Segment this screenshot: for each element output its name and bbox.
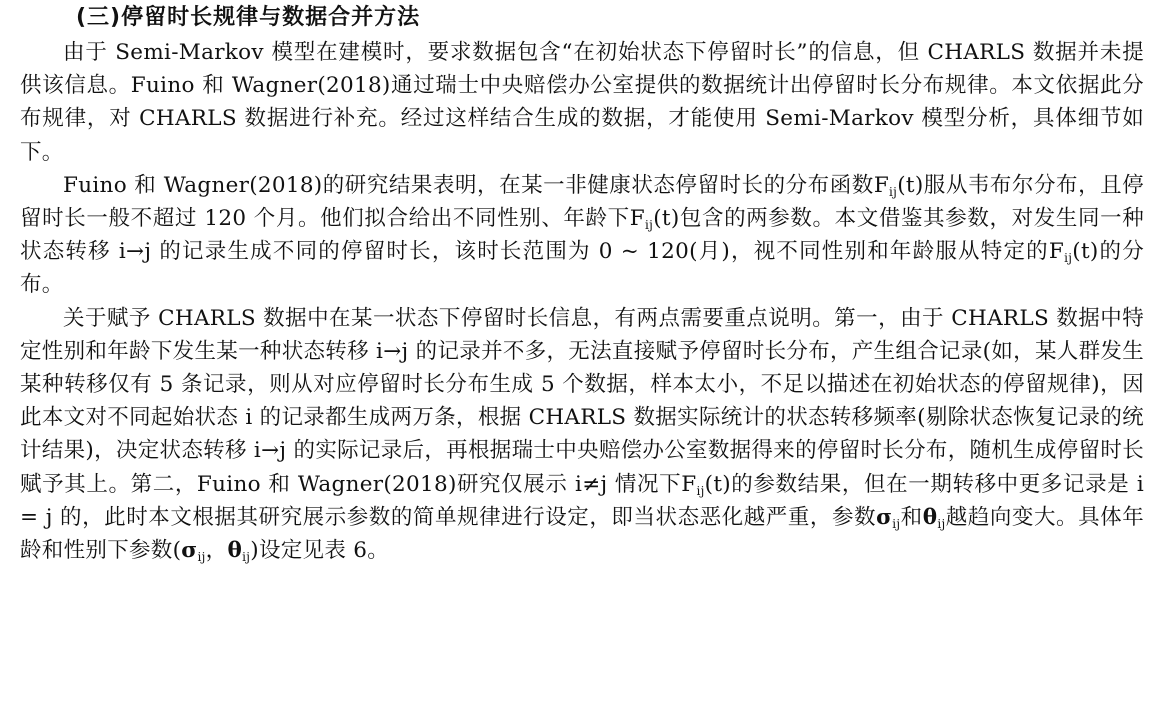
formula-f-ij: $F_{ij}(t)$ xyxy=(1048,239,1099,266)
p3-comma: ， xyxy=(205,538,228,564)
document-page xyxy=(20,0,1144,567)
p3-text-1: 关于赋予 CHARLS 数据中在某一状态下停留时长信息，有两点需要重点说明。第一，由于 CHARLS 数据中特定性别和年龄下发生某一种状态转移 i→j 的记录并不多，无法直接赋予停留时长分布，产生组合记录(如，某人群发生某种转移仅有 5 条记录，则从对应停留时长分布生成 5 个数据，样本太小，不足以描述在初始状态的停留规律)，因此本文对不同起始状态 i 的记录都生成两万条，根据 CHARLS 数据实际统计的状态转移频率(剔除状态恢复记录的统计结果)，决定状态转移 i→j 的实际记录后，再根据瑞士中央赔偿办公室数据得来的停留时长分布，随机生成停留时长赋予其上。第二，Fuino 和 Wagner(2018)研究仅展示 i≠j 情况下 xyxy=(20,305,1144,497)
p3-and: 和 xyxy=(900,504,923,530)
p2-text-2: 服从韦布尔分布，且停留时长一般不超过 120 个月。他们拟合给出不同性别、年龄下 xyxy=(20,172,1144,232)
paragraph-3 xyxy=(20,302,1144,568)
formula-f-ij: $F_{ij}(t)$ xyxy=(629,206,680,233)
symbol-sigma-ij: $\sigma_{ij}$ xyxy=(876,504,901,532)
p3-text-3: 越趋向变大。具体年龄和性别下参数( xyxy=(20,504,1145,564)
p2-text-1: Fuino 和 Wagner(2018)的研究结果表明，在某一非健康状态停留时长的分布函数 xyxy=(63,172,874,198)
formula-f-ij: $F_{ij}(t)$ xyxy=(873,172,924,199)
p3-text-4: )设定见表 6。 xyxy=(250,538,390,564)
paragraph-2 xyxy=(20,169,1144,302)
symbol-theta-ij: $\theta_{ij}$ xyxy=(227,538,251,565)
p2-text-3: 包含的两参数。本文借鉴其参数，对发生同一种状态转移 i→j 的记录生成不同的停留时长，该时长范围为 0 ~ 120(月)，视不同性别和年龄服从特定的 xyxy=(20,206,1144,265)
paragraph-1: 由于 Semi-Markov 模型在建模时，要求数据包含“在初始状态下停留时长”的信息，但 CHARLS 数据并未提供该信息。Fuino 和 Wagner(2018)通过瑞士中央赔偿办公室提供的数据统计出停留时长分布规律。本文依据此分布规律，对 CHARLS 数据进行补充。经过这样结合生成的数据，才能使用 Semi-Markov 模型分析，具体细节如下。 xyxy=(20,40,1144,165)
p3-text-2: 的参数结果，但在一期转移中更多记录是 i = j 的，此时本文根据其研究展示参数的简单规律进行设定，即当状态恶化越严重，参数 xyxy=(20,471,1145,530)
symbol-sigma-ij: $\sigma_{ij}$ xyxy=(181,538,206,565)
formula-f-ij: $F_{ij}(t)$ xyxy=(681,471,731,498)
symbol-theta-ij: $\theta_{ij}$ xyxy=(922,504,946,532)
section-heading: (三)停留时长规律与数据合并方法 xyxy=(76,5,421,30)
p2-text-4: 的分布。 xyxy=(20,239,1144,298)
